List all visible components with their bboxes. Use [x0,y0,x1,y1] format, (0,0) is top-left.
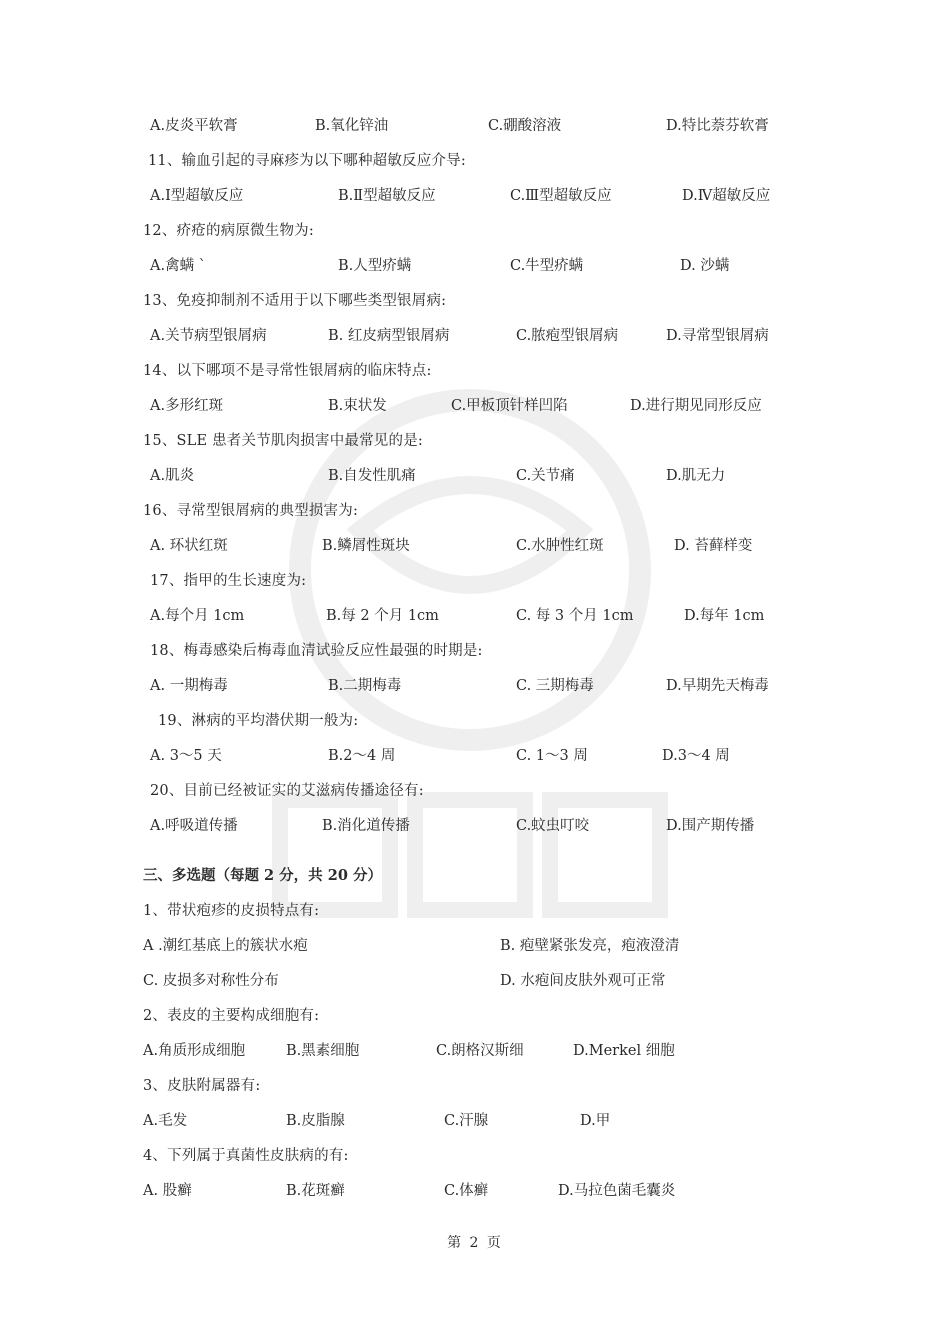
answer-option: B.消化道传播 [322,818,410,834]
answer-option: A.呼吸道传播 [150,818,238,834]
answer-option: D. 苔藓样变 [674,538,753,554]
answer-option: B.人型疥螨 [338,258,412,274]
question-stem: 18、梅毒感染后梅毒血清试验反应性最强的时期是: [150,643,483,659]
answer-option: C.牛型疥螨 [510,258,584,274]
answer-option: C.朗格汉斯细 [436,1043,524,1059]
answer-option: C.体癣 [444,1183,489,1199]
answer-option: D.每年 1cm [684,608,765,624]
option-row [0,464,950,488]
answer-option: D.Ⅳ超敏反应 [682,188,771,204]
answer-option: A.肌炎 [150,468,195,484]
question-stem: 3、皮肤附属器有: [143,1078,261,1094]
answer-option: B.Ⅱ型超敏反应 [338,188,436,204]
option-row [0,674,950,698]
answer-option: B.二期梅毒 [328,678,402,694]
page-number: 第 2 页 [447,1235,503,1251]
option-row [0,604,950,628]
section-heading: 三、多选题（每题 2 分，共 20 分） [143,867,382,884]
question-stem: 12、疥疮的病原微生物为: [143,223,314,239]
answer-option: B.每 2 个月 1cm [326,608,439,624]
answer-option: A.每个月 1cm [150,608,245,624]
answer-option: D. 水疱间皮肤外观可正常 [500,973,666,989]
option-row [0,969,950,993]
answer-option: A.皮炎平软膏 [150,118,238,134]
question-stem: 20、目前已经被证实的艾滋病传播途径有: [150,783,424,799]
answer-option: B.自发性肌痛 [328,468,416,484]
option-row [0,1179,950,1203]
answer-option: C.Ⅲ型超敏反应 [510,188,612,204]
answer-option: D.围产期传播 [666,818,755,834]
answer-option: D.进行期见同形反应 [630,398,762,414]
answer-option: C. 皮损多对称性分布 [143,973,279,989]
answer-option: B.2～4 周 [328,748,396,764]
answer-option: B.鳞屑性斑块 [322,538,410,554]
answer-option: D.特比萘芬软膏 [666,118,769,134]
option-row [0,254,950,278]
question-stem: 15、SLE 患者关节肌肉损害中最常见的是: [143,433,423,449]
answer-option: C.水肿性红斑 [516,538,604,554]
option-row [0,934,950,958]
answer-option: B.束状发 [328,398,387,414]
answer-option: A. 环状红斑 [150,538,228,554]
answer-option: A.角质形成细胞 [143,1043,246,1059]
answer-option: C.脓疱型银屑病 [516,328,619,344]
question-stem: 4、下列属于真菌性皮肤病的有: [143,1148,349,1164]
answer-option: D.Merkel 细胞 [573,1043,675,1059]
answer-option: C. 三期梅毒 [516,678,594,694]
option-row [0,1039,950,1063]
answer-option: B. 疱壁紧张发亮，疱液澄清 [500,938,680,954]
question-stem: 14、以下哪项不是寻常性银屑病的临床特点: [143,363,432,379]
answer-option: C.汗腺 [444,1113,489,1129]
question-stem: 13、免疫抑制剂不适用于以下哪些类型银屑病: [143,293,447,309]
question-stem: 11、输血引起的寻麻疹为以下哪种超敏反应介导: [148,153,466,169]
answer-option: D.肌无力 [666,468,726,484]
answer-option: C.关节痛 [516,468,575,484]
answer-option: A. 股癣 [143,1183,192,1199]
answer-option: A. 一期梅毒 [150,678,228,694]
option-row [0,184,950,208]
answer-option: A.毛发 [143,1113,188,1129]
option-row [0,394,950,418]
answer-option: B. 红皮病型银屑病 [328,328,450,344]
answer-option: C. 每 3 个月 1cm [516,608,634,624]
answer-option: A .潮红基底上的簇状水疱 [143,938,308,954]
question-stem: 19、淋病的平均潜伏期一般为: [158,713,359,729]
answer-option: A. 3～5 天 [150,748,222,764]
answer-option: C. 1～3 周 [516,748,588,764]
answer-option: C.硼酸溶液 [488,118,562,134]
option-row [0,1109,950,1133]
answer-option: D.3～4 周 [662,748,730,764]
answer-option: D.甲 [580,1113,611,1129]
answer-option: D.早期先天梅毒 [666,678,769,694]
answer-option: C.蚊虫叮咬 [516,818,590,834]
answer-option: D. 沙螨 [680,258,730,274]
answer-option: B.花斑癣 [286,1183,345,1199]
answer-option: A.关节病型银屑病 [150,328,267,344]
answer-option: C.甲板顶针样凹陷 [451,398,568,414]
option-row [0,744,950,768]
question-stem: 1、带状疱疹的皮损特点有: [143,903,320,919]
question-stem: 2、表皮的主要构成细胞有: [143,1008,320,1024]
answer-option: B.氧化锌油 [315,118,389,134]
option-row [0,324,950,348]
answer-option: B.皮脂腺 [286,1113,345,1129]
option-row [0,814,950,838]
answer-option: A.禽螨 ` [150,258,206,274]
answer-option: A.多形红斑 [150,398,224,414]
answer-option: D.马拉色菌毛囊炎 [558,1183,676,1199]
answer-option: A.Ⅰ型超敏反应 [150,188,244,204]
question-stem: 16、寻常型银屑病的典型损害为: [143,503,359,519]
answer-option: B.黑素细胞 [286,1043,360,1059]
answer-option: D.寻常型银屑病 [666,328,769,344]
option-row [0,534,950,558]
option-row [0,114,950,138]
question-stem: 17、指甲的生长速度为: [150,573,307,589]
